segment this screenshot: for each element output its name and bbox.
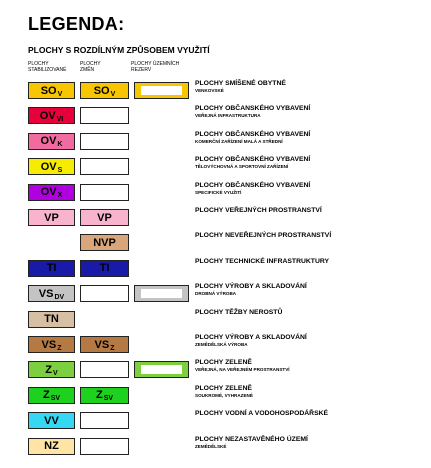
legend-label-detail: VEŘEJNÁ INFRASTRUKTURA xyxy=(195,113,261,119)
legend-label-name: PLOCHY ZELENĚ xyxy=(195,384,252,392)
swatch-code-suffix: VI xyxy=(56,115,64,123)
swatch-code: TI xyxy=(46,262,57,275)
swatch-code: Z xyxy=(42,389,50,402)
legend-label-detail: DROBNÁ VÝROBA xyxy=(195,291,237,297)
legend-label-detail: TĚLOVÝCHOVNÁ A SPORTOVNÍ ZAŘÍZENÍ xyxy=(195,164,289,170)
legend-label-name: PLOCHY ZELENĚ xyxy=(195,359,252,367)
stable-swatch xyxy=(28,158,75,175)
change-swatch xyxy=(80,361,129,378)
swatch-code: TI xyxy=(99,262,110,275)
swatch-code-suffix: SV xyxy=(50,395,61,403)
stable-swatch xyxy=(28,107,75,124)
stable-swatch xyxy=(28,133,75,150)
swatch-code: VP xyxy=(97,211,112,224)
legend-label-detail: KOMERČNÍ ZAŘÍZENÍ MALÁ A STŘEDNÍ xyxy=(195,138,283,144)
legend-label xyxy=(195,156,310,170)
legend-label-name: PLOCHY OBČANSKÉHO VYBAVENÍ xyxy=(195,105,311,113)
stable-swatch xyxy=(28,285,75,302)
legend-label-name: PLOCHY NEVEŘEJNÝCH PROSTRANSTVÍ xyxy=(195,232,332,240)
swatch-code: OV xyxy=(39,109,56,122)
swatch-hollow-center xyxy=(141,86,182,95)
change-swatch xyxy=(80,336,129,353)
change-swatch xyxy=(80,311,129,328)
swatch-code-suffix: SV xyxy=(103,395,114,403)
legend-label-name: PLOCHY VODNÍ A VODOHOSPODÁŘSKÉ xyxy=(195,410,329,418)
swatch-code-suffix: V xyxy=(110,90,116,98)
column-header-change: PLOCHY ZMĚN xyxy=(80,61,101,73)
stable-swatch xyxy=(28,311,75,328)
legend-label xyxy=(195,283,307,297)
change-swatch xyxy=(80,82,129,99)
swatch-code: NZ xyxy=(44,440,59,453)
swatch-code-suffix: X xyxy=(57,192,63,200)
stable-swatch xyxy=(28,438,75,455)
swatch-code: TN xyxy=(44,313,59,326)
swatch-code: OV xyxy=(40,186,57,199)
swatch-code: OV xyxy=(40,160,57,173)
legend-label xyxy=(195,258,329,266)
legend-label-detail: ZEMĚDĚLSKÁ VÝROBA xyxy=(195,342,248,347)
swatch-code: OV xyxy=(40,135,57,148)
swatch-code-suffix: S xyxy=(57,166,63,174)
swatch-code: VS xyxy=(94,338,110,351)
stable-swatch xyxy=(28,361,75,378)
legend-label xyxy=(195,207,322,215)
legend-label xyxy=(195,334,307,348)
swatch-code-suffix: Z xyxy=(110,344,115,352)
swatch-code: VV xyxy=(44,414,59,427)
change-swatch xyxy=(80,133,129,150)
column-header-stabilized: PLOCHY STABILIZOVANÉ xyxy=(28,61,67,73)
legend-label-name: PLOCHY SMÍŠENÉ OBYTNÉ xyxy=(195,80,286,87)
legend-label xyxy=(195,105,310,119)
change-swatch xyxy=(80,387,129,404)
swatch-code-suffix: Z xyxy=(57,344,62,352)
change-swatch xyxy=(80,107,129,124)
swatch-hollow-center xyxy=(141,365,182,374)
legend-label xyxy=(195,410,328,418)
legend-label-detail: VENKOVSKÉ xyxy=(195,88,224,93)
swatch-code: Z xyxy=(95,389,103,402)
change-swatch xyxy=(80,158,129,175)
reserve-swatch xyxy=(134,361,189,378)
legend-title: LEGENDA: xyxy=(28,14,125,34)
legend-label-name: PLOCHY OBČANSKÉHO VYBAVENÍ xyxy=(195,156,311,164)
legend-label-name: PLOCHY VÝROBY A SKLADOVÁNÍ xyxy=(195,283,307,291)
legend-label-name: PLOCHY OBČANSKÉHO VYBAVENÍ xyxy=(195,130,311,138)
stable-swatch xyxy=(28,336,75,353)
stable-swatch xyxy=(28,234,75,251)
legend-label xyxy=(195,359,290,373)
swatch-code-suffix: V xyxy=(57,90,63,98)
change-swatch xyxy=(80,438,129,455)
legend-label-name: PLOCHY OBČANSKÉHO VYBAVENÍ xyxy=(195,181,311,189)
stable-swatch xyxy=(28,82,75,99)
legend-label-detail: SOUKROMÉ, VYHRAZENÉ xyxy=(195,392,253,398)
legend-label-name: PLOCHY NEZASTAVĚNÉHO ÚZEMÍ xyxy=(195,435,308,443)
legend-label-name: PLOCHY TĚŽBY NEROSTŮ xyxy=(195,308,283,316)
legend-subtitle: PLOCHY S ROZDÍLNÝM ZPŮSOBEM VYUŽITÍ xyxy=(28,45,210,55)
swatch-code: VS xyxy=(38,287,54,300)
swatch-code: NVP xyxy=(93,236,116,249)
swatch-code-suffix: K xyxy=(57,141,63,149)
legend-label xyxy=(195,385,253,399)
change-swatch xyxy=(80,412,129,429)
column-header-reserve: PLOCHY ÚZEMNÍCH REZERV xyxy=(131,61,180,73)
legend-label xyxy=(195,436,308,450)
legend-label xyxy=(195,182,310,196)
legend-label-detail: SPECIFICKÉ VYUŽITÍ xyxy=(195,189,242,195)
reserve-swatch xyxy=(134,82,189,99)
change-swatch xyxy=(80,184,129,201)
swatch-code: VS xyxy=(41,338,57,351)
legend-label xyxy=(195,80,286,94)
stable-swatch xyxy=(28,412,75,429)
change-swatch xyxy=(80,209,129,226)
swatch-code-suffix: DV xyxy=(54,293,65,301)
legend-label-name: PLOCHY TECHNICKÉ INFRASTRUKTURY xyxy=(195,257,330,265)
legend-label xyxy=(195,309,282,317)
swatch-code: SO xyxy=(93,84,110,97)
swatch-code: Z xyxy=(45,363,53,376)
swatch-code: SO xyxy=(40,84,57,97)
stable-swatch xyxy=(28,184,75,201)
legend-label-detail: VEŘEJNÁ, NA VEŘEJNÉM PROSTRANSTVÍ xyxy=(195,367,290,373)
swatch-hollow-center xyxy=(141,289,182,298)
legend-label xyxy=(195,232,331,240)
swatch-code-suffix: V xyxy=(53,369,58,377)
reserve-swatch xyxy=(134,285,189,302)
legend-label xyxy=(195,131,310,145)
stable-swatch xyxy=(28,209,75,226)
swatch-code: VP xyxy=(44,211,59,224)
legend-label-name: PLOCHY VEŘEJNÝCH PROSTRANSTVÍ xyxy=(195,207,322,214)
stable-swatch xyxy=(28,387,75,404)
legend-label-name: PLOCHY VÝROBY A SKLADOVÁNÍ xyxy=(195,334,307,341)
stable-swatch xyxy=(28,260,75,277)
change-swatch xyxy=(80,234,129,251)
change-swatch xyxy=(80,285,129,302)
change-swatch xyxy=(80,260,129,277)
legend-label-detail: ZEMĚDĚLSKÉ xyxy=(195,443,227,449)
